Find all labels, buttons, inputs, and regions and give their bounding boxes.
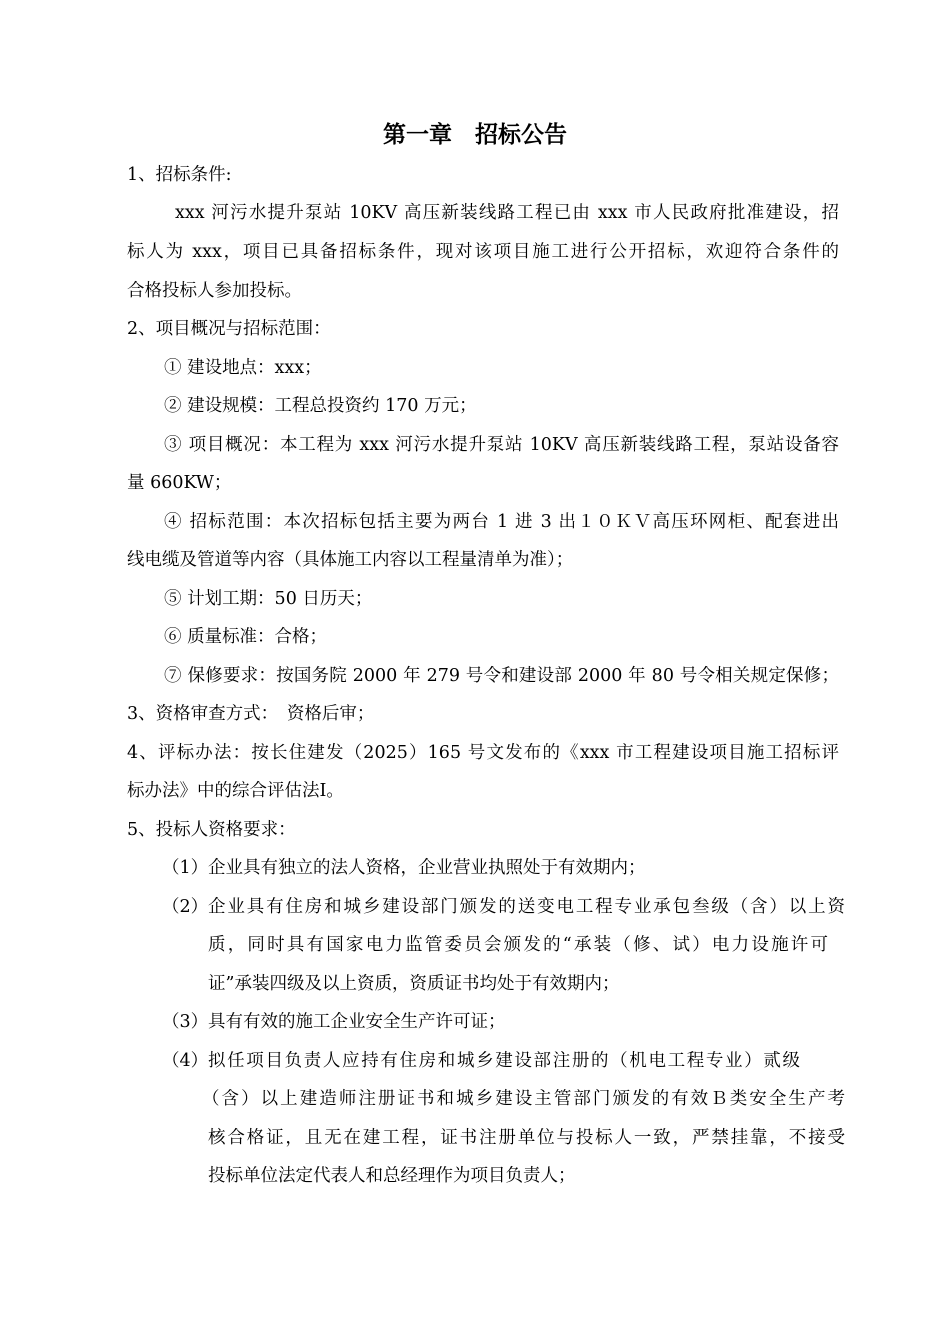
requirement-2-line-1: 企业具有住房和城乡建设部门颁发的送变电工程专业承包叁级（含）以上资 [208,897,845,917]
requirement-1-text: 企业具有独立的法人资格，企业营业执照处于有效期内； [208,858,646,878]
project-item-scale: ② 建设规模：工程总投资约 170 万元； [164,396,477,416]
requirement-1-number: （1） [162,858,209,878]
section-1-paragraph-line-2: 标人为 xxx，项目已具备招标条件，现对该项目施工进行公开招标，欢迎符合条件的 [127,242,839,262]
project-item-scope-line-1: ④ 招标范围：本次招标包括主要为两台 1 进 3 出１０ＫＶ高压环网柜、配套进出 [164,512,839,532]
project-item-overview-line-2: 量 660KW； [127,473,232,493]
requirement-2-number: （2） [162,897,209,917]
requirement-4-line-2: （含）以上建造师注册证书和城乡建设主管部门颁发的有效Ｂ类安全生产考 [202,1089,845,1109]
section-5-heading: 5、投标人资格要求： [127,820,296,840]
section-3-heading: 3、资格审查方式： 资格后审； [127,704,375,724]
requirement-2-line-2: 质，同时具有国家电力监管委员会颁发的“承装（修、试）电力设施许可 [208,935,828,955]
section-1-heading: 1、招标条件: [127,165,232,185]
project-item-warranty: ⑦ 保修要求：按国务院 2000 年 279 号令和建设部 2000 年 80 号令相关规定保修； [164,666,839,686]
section-4-line-2: 标办法》中的综合评估法Ⅰ。 [127,781,344,801]
requirement-4-number: （4） [162,1051,209,1071]
section-2-heading: 2、项目概况与招标范围： [127,319,331,339]
requirement-4-line-4: 投标单位法定代表人和总经理作为项目负责人； [208,1166,576,1186]
requirement-4-line-1: 拟任项目负责人应持有住房和城乡建设部注册的（机电工程专业）贰级 [208,1051,800,1071]
requirement-3-text: 具有有效的施工企业安全生产许可证； [208,1012,506,1032]
chapter-title: 第一章 招标公告 [383,122,567,148]
requirement-4-line-3: 核合格证，且无在建工程，证书注册单位与投标人一致，严禁挂靠，不接受 [208,1128,845,1148]
project-item-location: ① 建设地点：xxx； [164,358,322,378]
section-1-paragraph-line-1: xxx 河污水提升泵站 10KV 高压新装线路工程已由 xxx 市人民政府批准建设，招 [175,203,839,223]
project-item-schedule: ⑤ 计划工期：50 日历天； [164,589,373,609]
requirement-3-number: （3） [162,1012,209,1032]
section-1-paragraph-line-3: 合格投标人参加投标。 [127,281,302,301]
project-item-scope-line-2: 线电缆及管道等内容（具体施工内容以工程量清单为准）； [127,550,574,570]
requirement-2-line-3: 证”承装四级及以上资质，资质证书均处于有效期内； [208,974,620,994]
project-item-overview-line-1: ③ 项目概况：本工程为 xxx 河污水提升泵站 10KV 高压新装线路工程，泵站设备容 [164,435,839,455]
section-4-line-1: 4、评标办法：按长住建发（2025）165 号文发布的《xxx 市工程建设项目施工招标评 [127,743,839,763]
project-item-quality: ⑥ 质量标准：合格； [164,627,328,647]
